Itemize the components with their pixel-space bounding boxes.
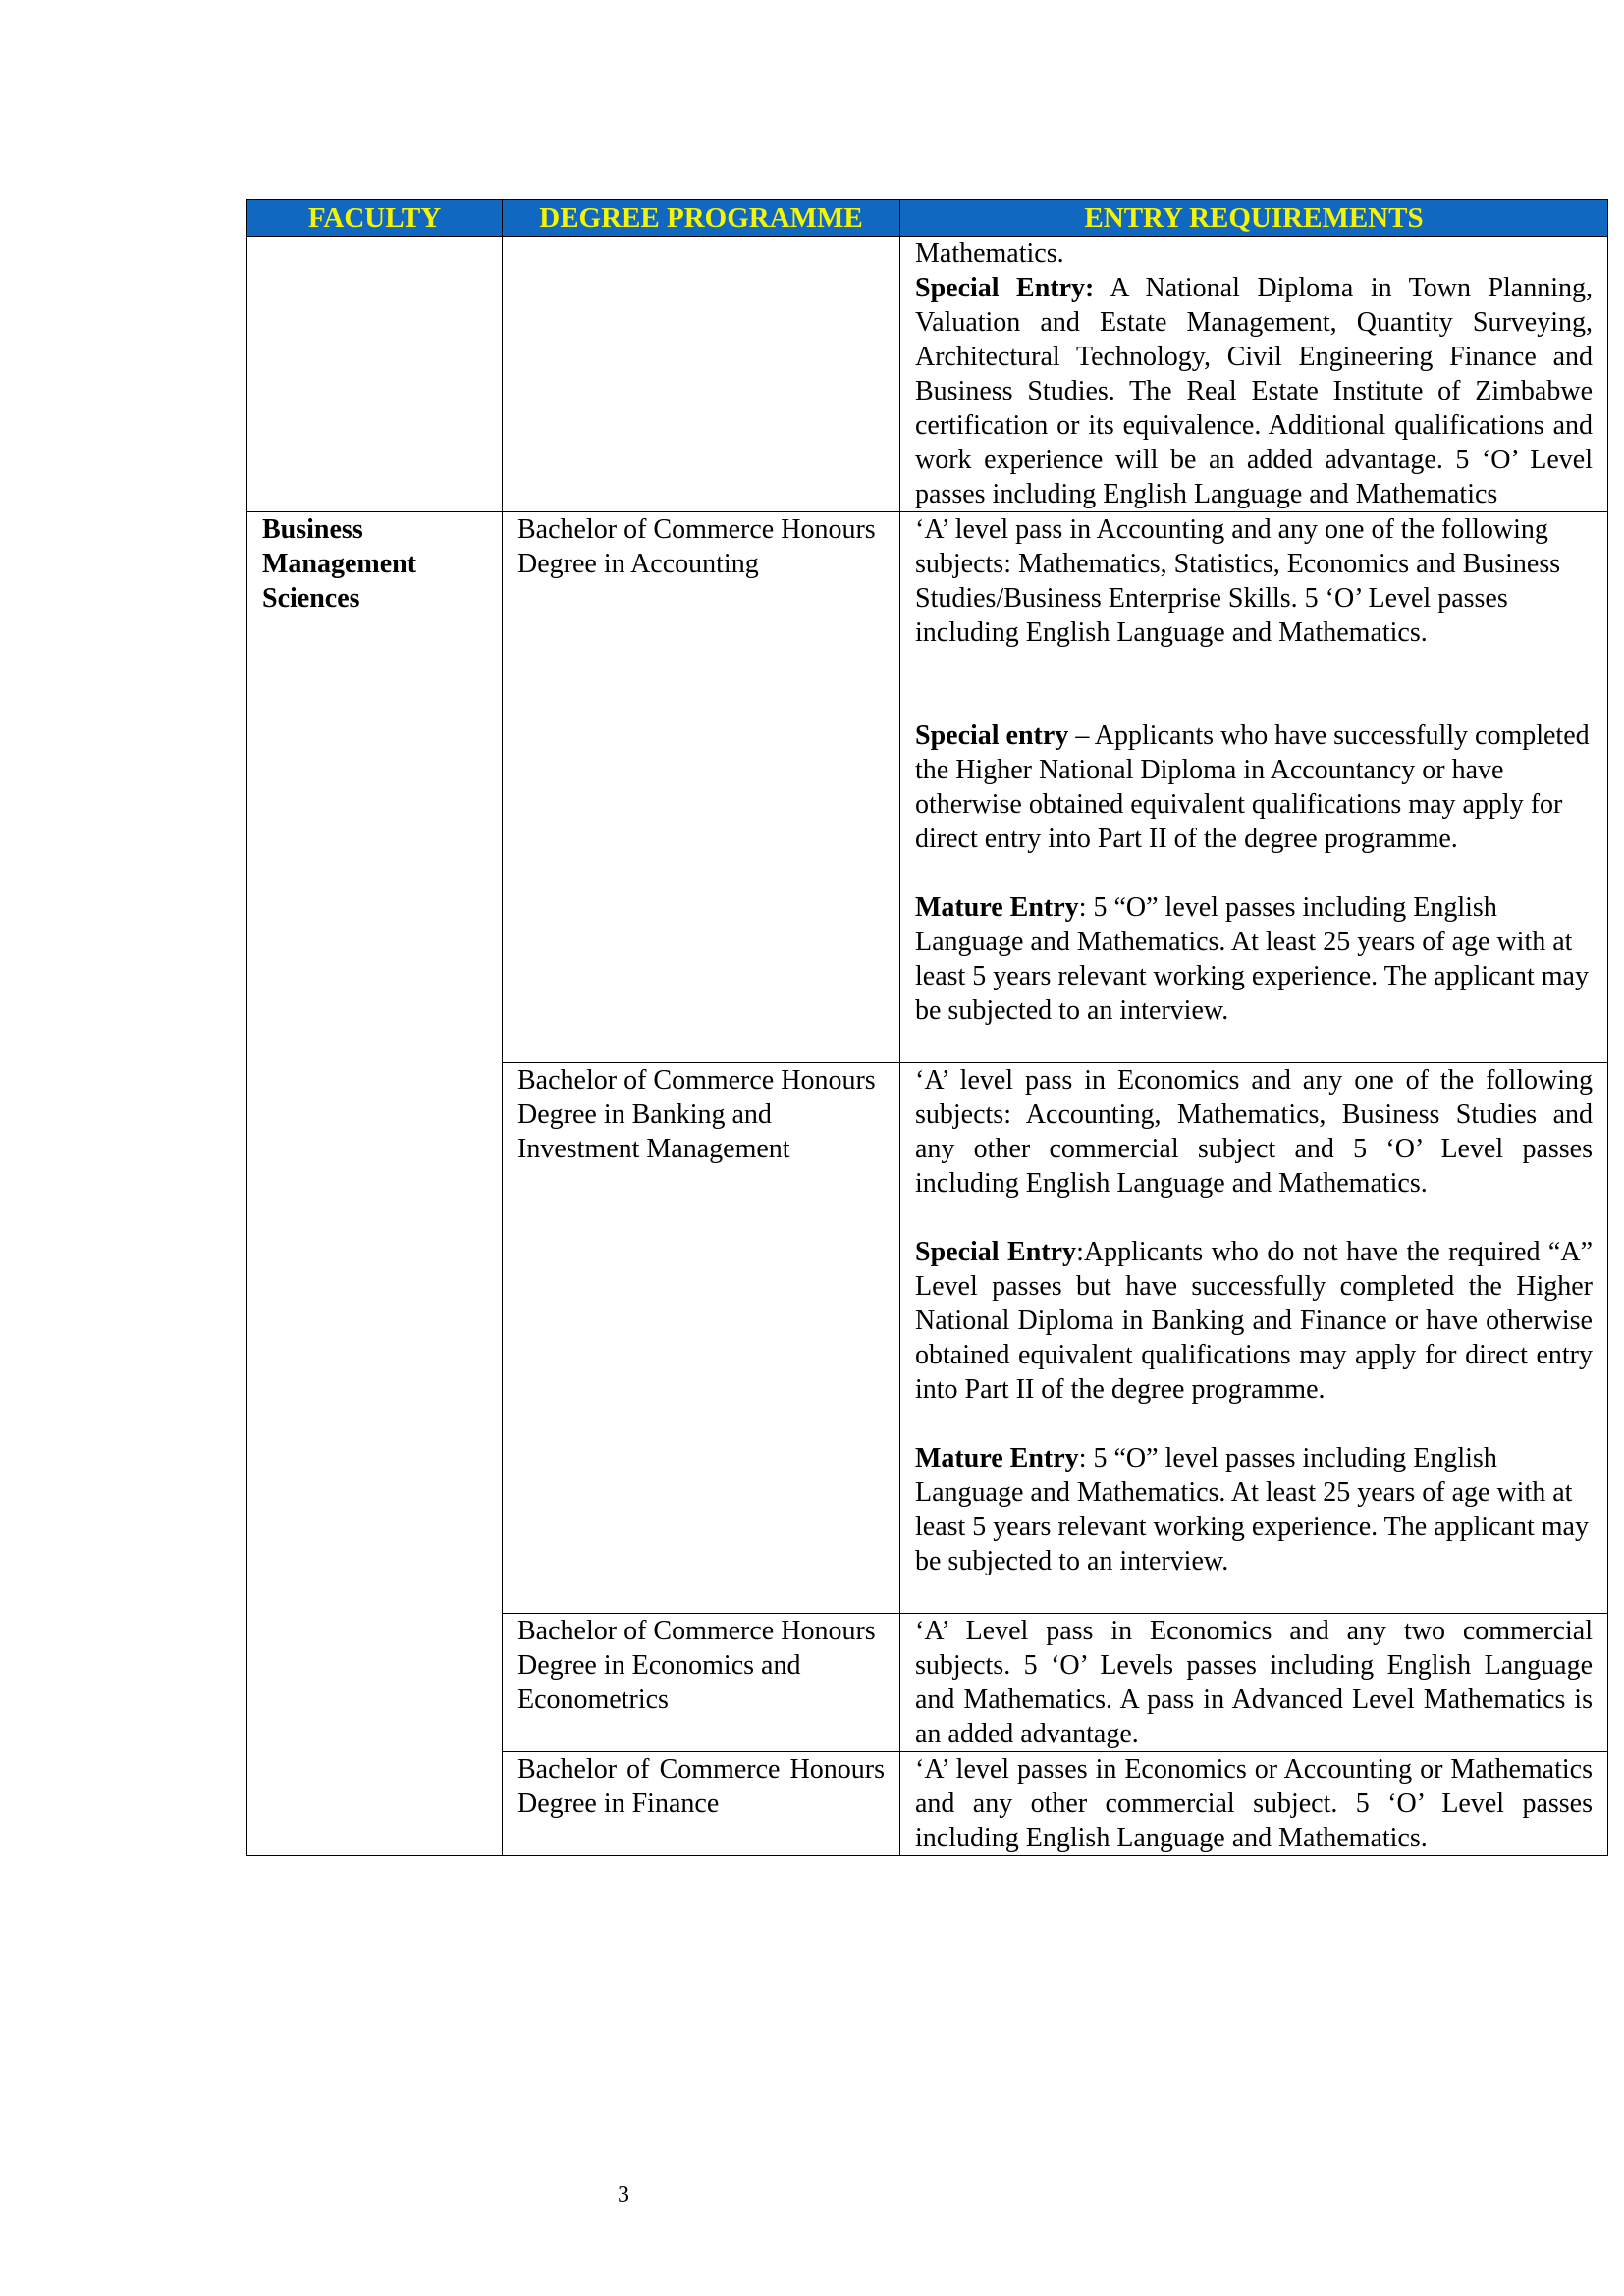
table-row bbox=[247, 512, 1608, 1063]
entry-requirements-table bbox=[246, 199, 1608, 1856]
page-number: 3 bbox=[618, 2182, 629, 2208]
requirement-text: ‘A’ Level pass in Economics and any two commercial subjects. 5 ‘O’ Levels passes including English Language and Mathematics. A pass in Advanced Level Mathematics is an added advantage. bbox=[915, 1616, 1593, 1749]
header-degree-programme: DEGREE PROGRAMME bbox=[503, 200, 900, 237]
mature-entry bbox=[915, 890, 1593, 1028]
programme-cell bbox=[503, 512, 900, 1063]
programme-cell bbox=[503, 1752, 900, 1856]
mature-entry bbox=[915, 1441, 1593, 1578]
faculty-name: Business Management Sciences bbox=[262, 514, 417, 614]
special-entry-text: – Applicants who have successfully completed the Higher National Diploma in Accountancy or have otherwise obtained equivalent qualifications may apply for direct entry into Part II of the degree programme. bbox=[915, 721, 1590, 854]
continued-special-entry bbox=[915, 271, 1593, 511]
mature-entry-text: : 5 “O” level passes including English Language and Mathematics. At least 25 years of age with at least 5 years relevant working experience. The applicant may be subjected to an interview. bbox=[915, 892, 1589, 1026]
requirement-text: ‘A’ level pass in Economics and any one of the following subjects: Accounting, Mathematics, Business Studies and any other commercial subject and 5 ‘O’ Level passes including English Language and Mathematics. bbox=[915, 1065, 1593, 1199]
programme-cell bbox=[503, 1614, 900, 1752]
requirement-text: ‘A’ level passes in Economics or Accounting or Mathematics and any other commercial subject. 5 ‘O’ Level passes including English Language and Mathematics. bbox=[915, 1754, 1593, 1853]
faculty-cell bbox=[247, 512, 503, 1856]
header-faculty: FACULTY bbox=[247, 200, 503, 237]
special-entry-label: Special entry bbox=[915, 721, 1069, 751]
programme-name: Bachelor of Commerce Honours Degree in Finance bbox=[517, 1754, 885, 1819]
header-entry-requirements: ENTRY REQUIREMENTS bbox=[900, 200, 1608, 237]
mature-entry-text: : 5 “O” level passes including English Language and Mathematics. At least 25 years of age with at least 5 years relevant working experience. The applicant may be subjected to an interview. bbox=[915, 1443, 1589, 1576]
special-entry-label: Special Entry: bbox=[915, 273, 1095, 303]
table-header-row bbox=[247, 200, 1608, 237]
mature-entry-label: Mature Entry bbox=[915, 892, 1079, 923]
mature-entry-label: Mature Entry bbox=[915, 1443, 1079, 1473]
requirements-cell bbox=[900, 237, 1608, 512]
requirements-cell bbox=[900, 512, 1608, 1063]
requirements-cell bbox=[900, 1752, 1608, 1856]
table-row-continued bbox=[247, 237, 1608, 512]
special-entry bbox=[915, 719, 1593, 856]
programme-cell bbox=[503, 1063, 900, 1614]
special-entry bbox=[915, 1235, 1593, 1407]
programme-name: Bachelor of Commerce Honours Degree in Economics and Econometrics bbox=[517, 1616, 876, 1715]
special-entry-label: Special Entry bbox=[915, 1237, 1077, 1267]
programme-name: Bachelor of Commerce Honours Degree in Accounting bbox=[517, 514, 876, 579]
faculty-cell-empty bbox=[247, 237, 503, 512]
special-entry-text: A National Diploma in Town Planning, Valuation and Estate Management, Quantity Surveying, Architectural Technology, Civil Engineering Finance and Business Studies. The Real Estate Institute of Zimbabwe certification or its equivalence. Additional qualifications and work experience will be an added advantage. 5 ‘O’ Level passes including English Language and Mathematics bbox=[915, 273, 1594, 509]
requirements-cell bbox=[900, 1614, 1608, 1752]
special-entry-text: :Applicants who do not have the required “A” Level passes but have successfully completed the Higher National Diploma in Banking and Finance or have otherwise obtained equivalent qualifications may apply for direct entry into Part II of the degree programme. bbox=[915, 1237, 1594, 1405]
programme-cell-empty bbox=[503, 237, 900, 512]
requirement-text: ‘A’ level pass in Accounting and any one of the following subjects: Mathematics, Statistics, Economics and Business Studies/Business Enterprise Skills. 5 ‘O’ Level passes including English Language and Mathematics. bbox=[915, 514, 1561, 648]
programme-name: Bachelor of Commerce Honours Degree in Banking and Investment Management bbox=[517, 1065, 876, 1164]
requirements-cell bbox=[900, 1063, 1608, 1614]
continued-lead: Mathematics. bbox=[915, 239, 1064, 269]
